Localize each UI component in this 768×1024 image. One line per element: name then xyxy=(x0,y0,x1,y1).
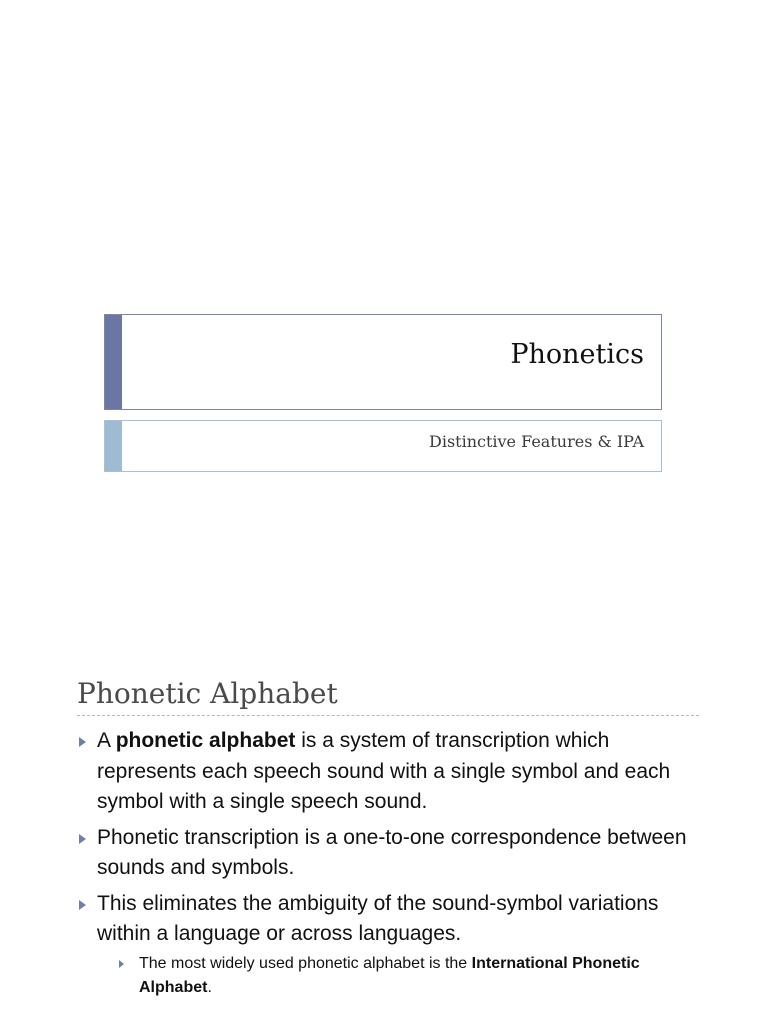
slide-title: Phonetics xyxy=(510,339,644,370)
bullet-arrow-icon xyxy=(79,737,86,747)
sub-bullet-bold: International Phonetic Alphabet xyxy=(139,954,640,996)
title-accent-bar xyxy=(105,315,122,409)
sub-bullet-prefix: The most widely used phonetic alphabet is the xyxy=(139,954,472,972)
subtitle-box xyxy=(104,420,662,472)
section-heading: Phonetic Alphabet xyxy=(77,677,338,710)
sub-bullet-list xyxy=(117,952,702,1000)
bullet-arrow-icon xyxy=(79,834,86,844)
bullet-arrow-icon xyxy=(79,900,86,910)
sub-bullet-item xyxy=(117,952,702,1000)
bullet-1-prefix: A xyxy=(97,729,116,752)
bullet-item-2 xyxy=(77,823,702,884)
sub-bullet-arrow-icon xyxy=(119,960,124,968)
title-box xyxy=(104,314,662,410)
bullet-2-text: Phonetic transcription is a one-to-one correspondence between sounds and symbols. xyxy=(97,825,687,879)
bullet-list xyxy=(77,726,702,1005)
slide-subtitle: Distinctive Features & IPA xyxy=(429,432,644,451)
bullet-item-1 xyxy=(77,726,702,818)
bullet-item-3 xyxy=(77,889,702,1000)
bullet-3-text: This eliminates the ambiguity of the sound-symbol variations within a language or across languages. xyxy=(97,891,659,945)
bullet-1-suffix: is a system of transcription which represents each speech sound with a single symbol and each symbol with a single speech sound. xyxy=(97,729,671,813)
heading-divider xyxy=(77,715,699,716)
sub-bullet-suffix: . xyxy=(207,978,212,996)
subtitle-accent-bar xyxy=(105,421,122,471)
bullet-1-bold: phonetic alphabet xyxy=(115,729,296,752)
